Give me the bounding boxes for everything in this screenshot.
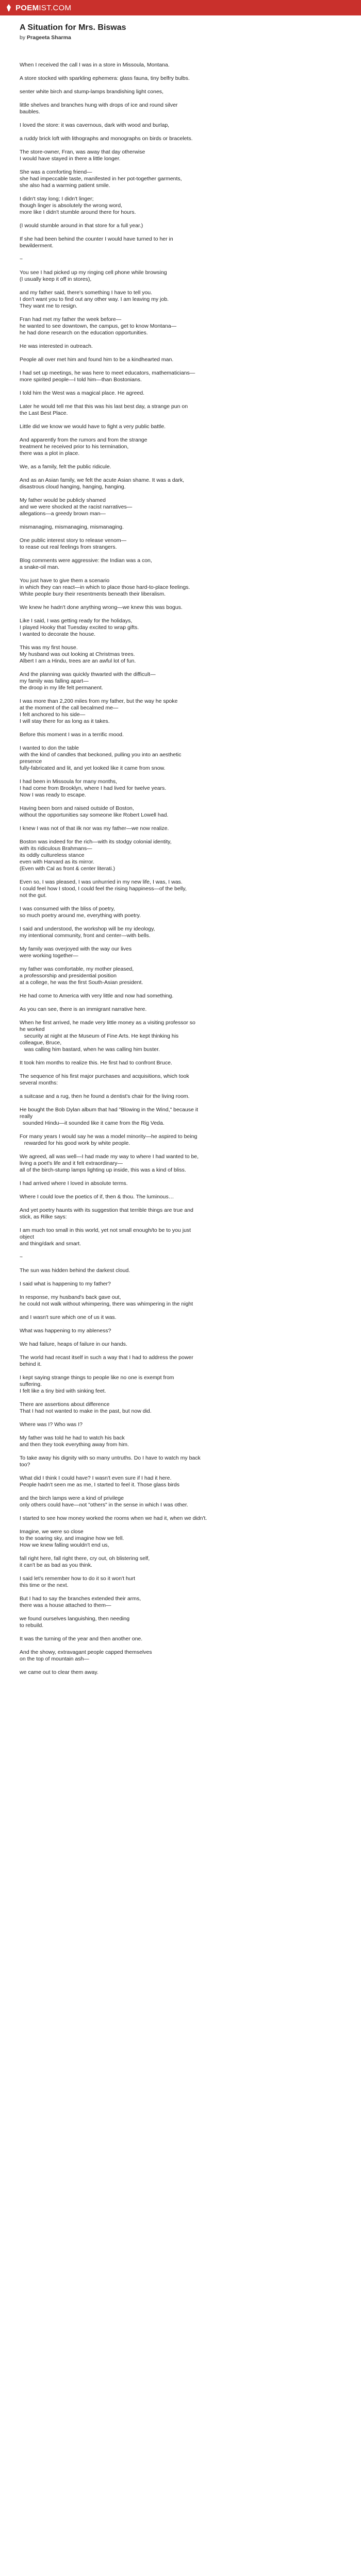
stanza [20,1207,344,1221]
poem-line: senter white birch and stump-lamps brandishing light cones, [20,89,163,95]
poem-line: at a college, he was the first South-Asian president. [20,979,143,986]
poem-line: What did I think I could have? I wasn't even sure if I had it here. [20,1475,172,1481]
poem-line: to rease out real feelings from strangers. [20,544,117,550]
poem-line: suffering. [20,1381,42,1387]
poem-line: Imagine, we were so close [20,1529,84,1535]
poem-line: in which they can react—in which to place those hard-to-place feelings. [20,584,190,590]
stanza [20,1475,344,1488]
stanza [20,1354,344,1368]
poem-line: too? [20,1462,30,1468]
poem-line: and my father said, there's something I have to tell you. [20,290,153,296]
stanza [20,477,344,490]
poem-line: there was a house attached to them— [20,1602,111,1608]
poem-line: What was happening to my ableness? [20,1328,111,1334]
poem-line: Fran had met my father the week before— [20,316,122,323]
poem-body [20,62,344,1676]
stanza [20,169,344,189]
poem-line: I told him the West was a magical place. He agreed. [20,390,145,396]
stanza [20,437,344,457]
poem-line: Where I could love the poetics of if, then & thou. The luminous… [20,1194,174,1200]
poem-line: rewarded for his good work by white people. [20,1140,130,1146]
stanza [20,946,344,959]
poem-line: though linger is absolutely the wrong word, [20,202,123,209]
poem-line: White people bury their resentments beneath their liberalism. [20,591,166,597]
site-logo[interactable] [5,3,71,12]
poem-line: he worked [20,1026,45,1032]
poem-line: I played Hooky that Tuesday excited to wrap gifts. [20,624,139,631]
stanza [20,618,344,638]
stanza [20,778,344,799]
poem-line: I said and understood, the workshop will be my ideology, [20,926,155,932]
poem-line: Having been born and raised outside of Boston, [20,805,134,811]
poem-line: I would have stayed in there a little longer. [20,156,121,162]
by-label: by [20,35,26,41]
poem-line: all of the birch-stump lamps lighting up inside, this was a kind of bliss. [20,1167,186,1173]
stanza [20,557,344,571]
stanza [20,993,344,999]
poem-line: Where was I? Who was I? [20,1421,83,1428]
poem-line: But I had to say the branches extended their arms, [20,1596,141,1602]
poem-line: Later he would tell me that this was his last best day, a strange pun on [20,403,188,410]
stanza [20,1435,344,1448]
poem-line: baubles. [20,109,40,115]
poem-line: this time or the next. [20,1582,69,1588]
poem-line: it can't be as bad as you think. [20,1562,92,1568]
poem-line: I could feel how I stood, I could feel the rising happiness—of the belly, [20,886,187,892]
poem-line: We had failure, heaps of failure in our hands. [20,1341,127,1347]
poem-line: with its ridiculous Brahmans— [20,845,92,852]
poem-line: ~ [20,1254,23,1260]
stanza [20,906,344,919]
stanza [20,745,344,772]
stanza [20,805,344,819]
poem-line: (I would stumble around in that store for a full year.) [20,223,143,229]
stanza [20,1636,344,1642]
stanza [20,732,344,738]
poem-title: A Situation for Mrs. Biswas [20,23,126,32]
poem-line: he wanted to see downtown, the campus, get to know Montana— [20,323,177,329]
poem-line: I started to see how money worked the rooms when we had it, when we didn't. [20,1515,207,1521]
poem-line: not the gut. [20,892,47,899]
poem-line: really [20,1113,33,1120]
poem-line: were working together— [20,953,78,959]
poem-line: Like I said, I was getting ready for the holidays, [20,618,133,624]
stanza [20,1006,344,1013]
poem-line: to rebuild. [20,1622,44,1629]
poem-line: My father was told he had to watch his back [20,1435,125,1441]
stanza [20,578,344,598]
poem-line: He had come to America with very little and now had something. [20,993,174,999]
poem-line: treatment he received prior to his termination, [20,444,129,450]
poem-line: Even so, I was pleased, I was unhurried in my new life, I was, I was. [20,879,183,885]
poem-line: I said let's remember how to do it so it won't hurt [20,1575,136,1582]
poem-line: bewilderment. [20,243,54,249]
stanza [20,403,344,417]
logo-brand: POEM [15,3,39,12]
poem-line: and the birch lamps were a kind of privilege [20,1495,124,1501]
stanza [20,370,344,383]
poem-line: One public interest story to release venom— [20,537,127,544]
poem-line: we found ourselves languishing, then needing [20,1616,130,1622]
poem-line: a snake-oil man. [20,564,60,570]
poem-line: fully-fabricated and lit, and yet looked like it came from snow. [20,765,166,771]
poem-line: object [20,1234,35,1240]
poem-line: My family was overjoyed with the way our lives [20,946,132,952]
poem-line: more like I didn't stumble around there for hours. [20,209,136,215]
stanza [20,1649,344,1663]
stanza [20,75,344,82]
poem-line: Now I was ready to escape. [20,792,86,798]
feather-pen-icon [5,4,12,11]
stanza [20,926,344,939]
poem-line: Boston was indeed for the rich—with its stodgy colonial identity, [20,839,172,845]
stanza [20,698,344,725]
poem-line: several months: [20,1080,58,1086]
poem-line: A store stocked with sparkling ephemera: glass fauna, tiny belfry bulbs. [20,75,190,81]
poem-line: And yet poetry haunts with its suggestion that terrible things are true and [20,1207,193,1213]
poem-line: I had come from Brooklyn, where I had lived for twelve years. [20,785,167,791]
poem-line: behind it. [20,1361,42,1367]
poem-line: I had been in Missoula for many months, [20,778,118,785]
poem-line: the Last Best Place. [20,410,68,416]
poem-line: he had done research on the education opportunities. [20,330,148,336]
poem-line: she had impeccable taste, manifested in her pot-together garments, [20,176,182,182]
stanza [20,1328,344,1334]
poem-line: only others could have—not "others" in the sense in which I was other. [20,1502,188,1508]
stanza [20,1314,344,1321]
stanza [20,966,344,986]
poem-line: You just have to give them a scenario [20,578,110,584]
author-name[interactable]: Prageeta Sharma [27,35,71,41]
stanza [20,390,344,397]
poem-line: There are assertions about difference [20,1401,110,1408]
poem-line: People all over met him and found him to be a kindhearted man. [20,357,174,363]
stanza [20,524,344,531]
stanza [20,1555,344,1569]
stanza [20,645,344,665]
poem-line: For many years I would say he was a model minority—he aspired to being [20,1133,198,1140]
poem-line: To take away his dignity with so many untruths. Do I have to watch my back [20,1455,201,1461]
poem-line: (I usually keep it off in stores), [20,276,92,282]
poem-line: People hadn't seen me as me, I started to feel it. Those glass birds [20,1482,179,1488]
stanza [20,316,344,336]
stanza [20,223,344,229]
stanza [20,1281,344,1287]
poem-line: I had set up meetings, he was here to meet educators, mathematicians— [20,370,195,376]
poem-line: even with Harvard as its mirror. [20,859,94,865]
poem-line: And the showy, extravagant people capped themselves [20,1649,152,1655]
stanza [20,1020,344,1053]
logo-suffix: IST.COM [39,3,72,12]
stanza [20,357,344,363]
stanza [20,537,344,551]
stanza [20,236,344,249]
poem-line: And as an Asian family, we felt the acute Asian shame. It was a dark, [20,477,185,483]
stanza [20,1515,344,1522]
stanza [20,1194,344,1200]
stanza [20,290,344,310]
poem-line: We agreed, all was well—I had made my way to where I had wanted to be, [20,1154,199,1160]
poem-line: Blog comments were aggressive: the Indian was a con, [20,557,152,564]
poem-line: Before this moment I was in a terrific mood. [20,732,124,738]
poem-line: My father would be publicly shamed [20,497,106,503]
stanza [20,62,344,69]
poem-line: The store-owner, Fran, was away that day otherwise [20,149,145,155]
stanza [20,825,344,832]
poem-line: When he first arrived, he made very little money as a visiting professor so [20,1020,195,1026]
stanza [20,1575,344,1589]
poem-line: They want me to resign. [20,303,78,309]
poem-line: When I received the call I was in a store in Missoula, Montana. [20,62,170,68]
stanza [20,1455,344,1468]
stanza [20,1294,344,1308]
poem-line: a professorship and presidential position [20,973,117,979]
logo-text [15,4,71,12]
poem-line: and I wasn't sure which one of us it was. [20,1314,117,1320]
poem-line: there was a plot in place. [20,450,80,456]
stanza [20,135,344,142]
stanza [20,149,344,162]
stanza [20,497,344,517]
stanza [20,879,344,899]
poem-line: I knew I was not of that ilk nor was my father—we now realize. [20,825,169,832]
stanza [20,1421,344,1428]
poem-line: This was my first house. [20,645,78,651]
stanza [20,1133,344,1147]
poem-line: I loved the store: it was cavernous, dark with wood and burlap, [20,122,170,128]
poem-line: The world had recast itself in such a way that I had to address the power [20,1354,193,1361]
poem-line: As you can see, there is an immigrant narrative here. [20,1006,147,1012]
poem-line: He was interested in outreach. [20,343,93,349]
poem-author-line [20,34,344,41]
stanza [20,256,344,263]
poem-line: was calling him bastard, when he was calling him buster. [20,1046,160,1053]
poem-line: We, as a family, felt the public ridicule. [20,464,111,470]
poem-line: I was consumed with the bliss of poetry, [20,906,115,912]
stanza [20,89,344,95]
poem-line: And the planning was quickly thwarted with the difficult— [20,671,156,677]
stanza [20,122,344,129]
stanza [20,423,344,430]
poem-line: I felt like a tiny bird with sinking feet. [20,1388,106,1394]
stanza [20,1375,344,1395]
poem-line: In response, my husband's back gave out, [20,1294,121,1300]
poem-line: my family was falling apart— [20,678,89,684]
poem-line: We knew he hadn't done anything wrong—we knew this was bogus. [20,604,183,611]
poem-line: on the top of mountain ash— [20,1656,89,1662]
stanza [20,464,344,470]
poem-line: to the soaring sky, and imagine how we fell. [20,1535,124,1541]
poem-line: (Even with Cal as front & center literati.) [20,866,115,872]
poem-line: without the opportunities say someone like Robert Lowell had. [20,812,169,818]
poem-line: and then they took everything away from him. [20,1442,129,1448]
poem-line: the droop in my life felt permanent. [20,685,103,691]
stanza [20,1254,344,1261]
poem-line: disastrous cloud hanging, hanging, hanging. [20,484,126,490]
poem-line: The sun was hidden behind the darkest cloud. [20,1267,130,1274]
stanza [20,1616,344,1629]
poem-line: Albert I am a Hindu, trees are an awful lot of fun. [20,658,136,664]
poem-line: ~ [20,256,23,262]
poem-line: I don't want you to find out any other way. I am leaving my job. [20,296,169,302]
poem-line: It took him months to realize this. He first had to confront Bruce. [20,1060,172,1066]
poem-line: Little did we know we would have to fight a very public battle. [20,423,166,430]
stanza [20,1341,344,1348]
poem-line: and thing/dark and smart. [20,1241,81,1247]
stanza [20,1107,344,1127]
poem-line: more spirited people—I told him—than Bostonians. [20,377,142,383]
poem-line: I wanted to decorate the house. [20,631,96,637]
poem-content [20,23,344,1683]
poem-line: If she had been behind the counter I would have turned to her in [20,236,173,242]
poem-line: allegations—a greedy brown man— [20,511,106,517]
poem-line: I am much too small in this world, yet not small enough/to be to you just [20,1227,191,1233]
poem-line: colleague, Bruce, [20,1040,62,1046]
poem-line: The sequence of his first major purchases and acquisitions, which took [20,1073,189,1079]
poem-line: security at night at the Museum of Fine Arts. He kept thinking his [20,1033,179,1039]
poem-line: I was more than 2,200 miles from my father, but the way he spoke [20,698,178,704]
top-bar [0,0,361,15]
stanza [20,1060,344,1066]
stanza [20,1093,344,1100]
poem-line: I didn't stay long; I didn't linger; [20,196,94,202]
stanza [20,671,344,691]
poem-line: sounded Hindu—it sounded like it came from the Rig Veda. [20,1120,165,1126]
poem-line: living a poet's life and it felt extraordinary— [20,1160,123,1166]
poem-line: How we knew falling wouldn't end us, [20,1542,109,1548]
stanza [20,1180,344,1187]
poem-line: She was a comforting friend— [20,169,92,175]
stanza [20,1267,344,1274]
stanza [20,102,344,115]
poem-line: mismanaging, mismanaging, mismanaging. [20,524,124,530]
poem-line: I felt anchored to his side— [20,711,86,718]
poem-line: I kept saying strange things to people like no one is exempt from [20,1375,174,1381]
poem-line: a ruddy brick loft with lithographs and monographs on birds or bracelets. [20,135,193,142]
poem-line: he could not walk without whimpering, there was whimpering in the night [20,1301,193,1307]
poem-line: and we were shocked at the racist narratives— [20,504,133,510]
stanza [20,1227,344,1247]
poem-line: It was the turning of the year and then another one. [20,1636,143,1642]
poem-line: we came out to clear them away. [20,1669,99,1675]
poem-line: a suitcase and a rug, then he found a dentist's chair for the living room. [20,1093,190,1099]
stanza [20,1073,344,1087]
poem-line: My husband was out looking at Christmas trees. [20,651,135,657]
stanza [20,196,344,216]
stanza [20,343,344,350]
poem-line: You see I had picked up my ringing cell phone while browsing [20,269,167,276]
poem-line: I said what is happening to my father? [20,1281,111,1287]
stanza [20,1401,344,1415]
stanza [20,1596,344,1609]
stanza [20,1529,344,1549]
poem-line: presence [20,758,42,765]
poem-line: with the kind of candles that beckoned, pulling you into an aesthetic [20,752,182,758]
poem-line: she also had a warming patient smile. [20,182,110,189]
stanza [20,1154,344,1174]
poem-line: He bought the Bob Dylan album that had "Blowing in the Wind," because it [20,1107,198,1113]
stanza [20,1669,344,1676]
poem-line: That I had not wanted to make in the past, but now did. [20,1408,152,1414]
poem-line: its oddly cultureless stance [20,852,85,858]
stanza [20,839,344,872]
stanza [20,1495,344,1509]
stanza [20,604,344,611]
poem-line: I had arrived where I loved in absolute terms. [20,1180,128,1187]
poem-line: so much poetry around me, everything with poetry. [20,912,141,919]
poem-line: I will stay there for as long as it takes. [20,718,110,724]
poem-line: my intentional community, front and center—with bells. [20,933,151,939]
poem-line: at the moment of the call becalmed me— [20,705,119,711]
poem-line: little shelves and branches hung with drops of ice and round silver [20,102,178,108]
poem-line: my father was comfortable, my mother pleased, [20,966,134,972]
poem-line: I wanted to don the table [20,745,79,751]
stanza [20,269,344,283]
poem-line: stick, as Rilke says: [20,1214,67,1220]
poem-line: And apparently from the rumors and from the strange [20,437,147,443]
poem-line: fall right here, fall right there, cry out, oh blistering self, [20,1555,150,1562]
